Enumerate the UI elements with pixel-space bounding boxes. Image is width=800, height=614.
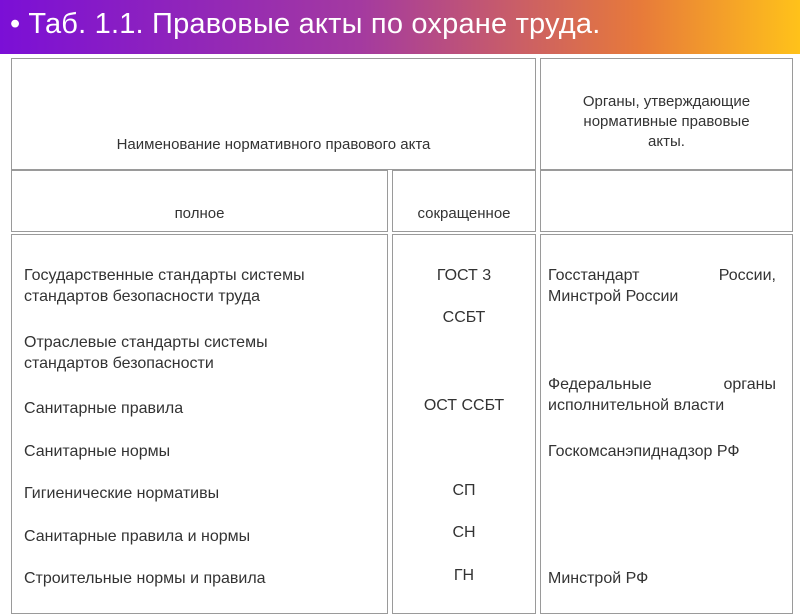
- header-main-text: Наименование нормативного правового акта: [116, 136, 431, 153]
- body-3: Минстрой РФ: [548, 570, 649, 587]
- short-name-1: ССБТ: [442, 309, 486, 326]
- subheader-short-text: сокращенное: [417, 205, 511, 222]
- title-text: Таб. 1.1. Правовые акты по охране труда.: [28, 8, 601, 40]
- slide-title: [10, 8, 601, 41]
- short-name-2: ОСТ ССБТ: [423, 397, 505, 414]
- body-short-cell: [392, 234, 536, 614]
- full-name-6: Строительные нормы и правила: [24, 570, 266, 587]
- full-name-0: Государственные стандарты системы стандартов безопасности труда: [24, 267, 305, 305]
- slide-title-bar: [0, 0, 800, 54]
- full-name-4: Гигиенические нормативы: [24, 485, 220, 502]
- subheader-full-text: полное: [174, 205, 225, 222]
- body-1: Федеральные органы исполнительной власти: [548, 376, 776, 414]
- full-name-1: Отраслевые стандарты системы стандартов безопасности: [24, 334, 268, 372]
- table-sheet: [0, 54, 800, 600]
- body-2: Госкомсанэпиднадзор РФ: [548, 443, 740, 460]
- subheader-empty-cell: [540, 170, 793, 232]
- short-name-5: ГН: [453, 567, 475, 584]
- body-0: Госстандарт России, Минстрой России: [548, 267, 776, 305]
- full-name-2: Санитарные правила: [24, 400, 184, 417]
- title-bullet: •: [10, 8, 21, 40]
- header-bodies-text: Органы, утверждающие нормативные правовые акты.: [582, 93, 751, 150]
- full-name-5: Санитарные правила и нормы: [24, 528, 251, 545]
- short-name-3: СП: [452, 482, 476, 499]
- full-name-3: Санитарные нормы: [24, 443, 171, 460]
- short-name-0: ГОСТ 3: [436, 267, 492, 284]
- short-name-4: СН: [452, 524, 476, 541]
